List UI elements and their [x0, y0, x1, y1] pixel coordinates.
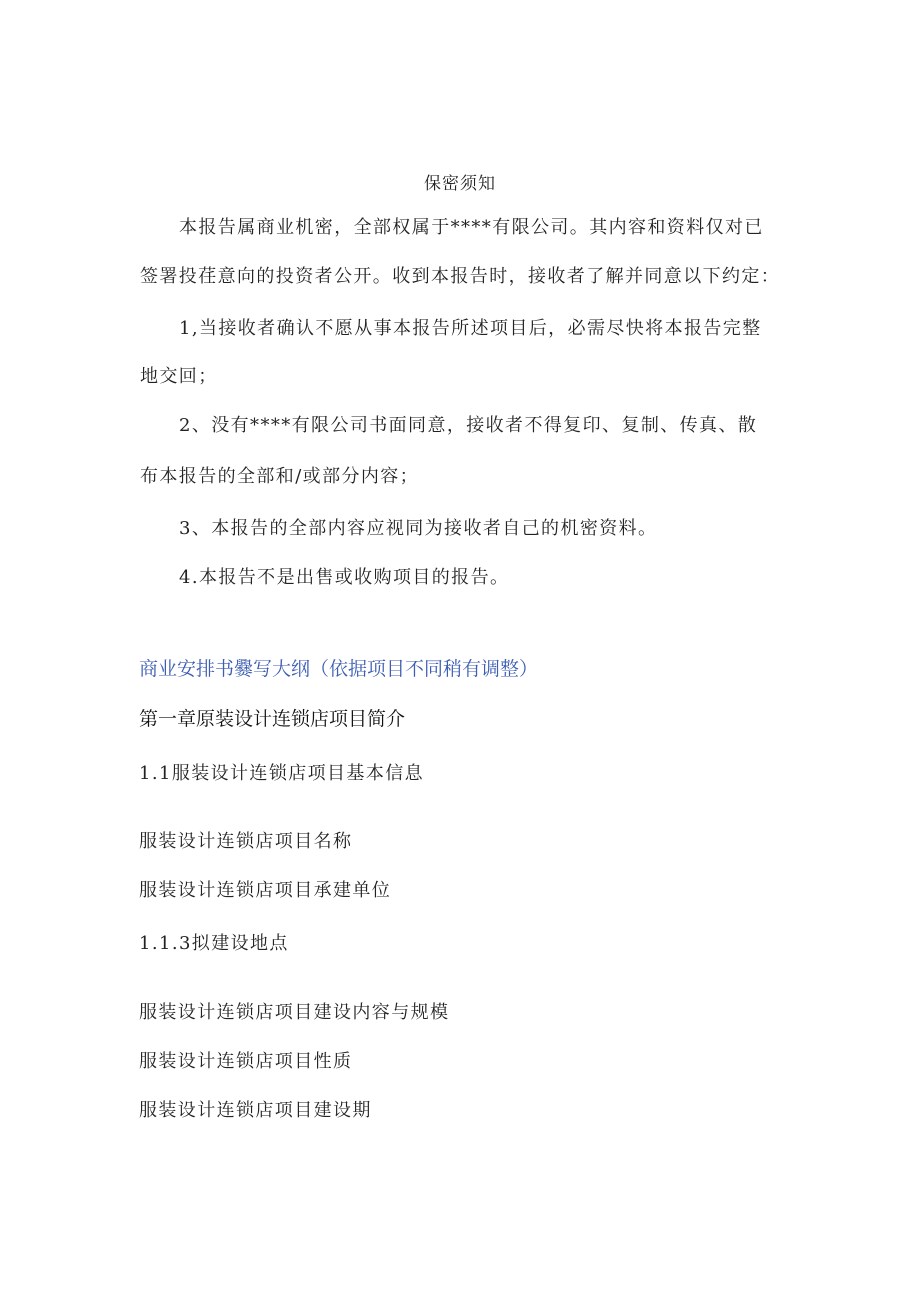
confidentiality-notice-title: 保密须知: [424, 174, 496, 194]
notice-item-2-line-2: 布本报告的全部和/或部分内容；: [140, 466, 420, 487]
outline-item-nature: 服装设计连锁店项目性质: [139, 1051, 353, 1072]
section-1-1-3-heading: 1.1.3拟建设地点: [139, 933, 289, 954]
intro-paragraph-line-2: 签署投荏意向的投资者公开。收到本报告时，接收者了解并同意以下约定：: [140, 266, 781, 287]
outline-item-contractor: 服装设计连锁店项目承建单位: [139, 880, 392, 901]
notice-item-1-line-1: 1,当接收者确认不愿从事本报告所述项目后，必需尽快将本报告完整: [179, 318, 762, 339]
intro-paragraph-line-1: 本报告属商业机密，全部权属于****有限公司。其内容和资料仅对已: [179, 217, 764, 238]
notice-item-2-line-1: 2、没有****有限公司书面同意，接收者不得复印、复制、传真、散: [179, 415, 758, 436]
outline-heading: 商业安排书爨写大纲（依据项目不同稍有调整）: [139, 658, 539, 680]
outline-item-project-name: 服装设计连锁店项目名称: [139, 831, 353, 852]
outline-item-construction-period: 服装设计连锁店项目建设期: [139, 1100, 372, 1121]
section-1-1-heading: 1.1服装设计连锁店项目基本信息: [139, 763, 425, 784]
notice-item-4: 4.本报告不是出售或收购项目的报告。: [179, 567, 510, 588]
chapter-1-heading: 第一章原装设计连锁店项目简介: [139, 708, 406, 730]
notice-item-1-line-2: 地交回；: [140, 366, 218, 387]
notice-item-3: 3、本报告的全部内容应视同为接收者自己的机密资料。: [179, 518, 658, 539]
outline-item-scope: 服装设计连锁店项目建设内容与规模: [139, 1002, 450, 1023]
